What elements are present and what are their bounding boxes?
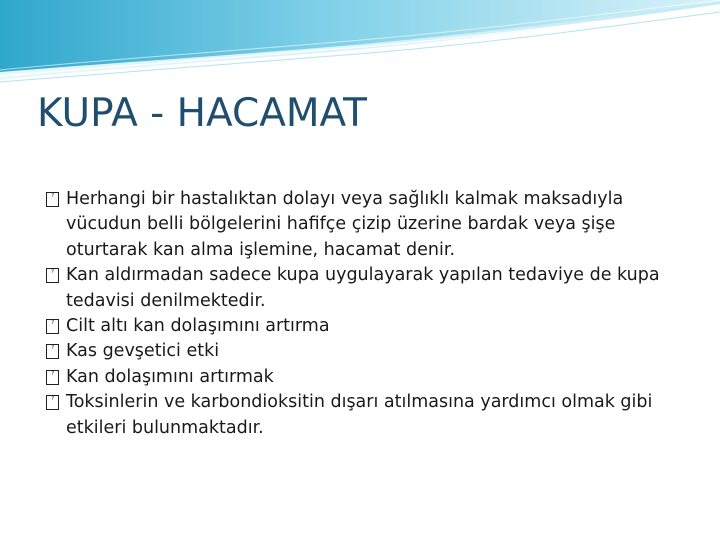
bullet-text: Toksinlerin ve karbondioksitin dışarı atılmasına yardımcı olmak gibi etkileri bulunmaktadır. [66,392,653,438]
bullet-item [46,339,686,364]
bullet-text: Kas gevşetici etki [66,341,220,362]
bullet-item [46,365,686,390]
missing-glyph-icon: ? [46,319,59,334]
missing-glyph-icon: ? [46,395,59,410]
bullet-text: Kan dolaşımını artırmak [66,366,274,387]
bullet-text: Cilt altı kan dolaşımını artırma [66,316,330,337]
missing-glyph-icon: ? [46,192,59,207]
bullet-item [46,390,686,441]
missing-glyph-icon: ? [46,344,59,359]
missing-glyph-icon: ? [46,370,59,385]
bullet-text: Herhangi bir hastalıktan dolayı veya sağlıklı kalmak maksadıyla vücudun belli bölgelerini hafifçe çizip üzerine bardak veya şişe oturtarak kan alma işlemine, hacamat denir. [66,189,624,260]
header-wave-decoration [0,0,720,90]
bullet-text: Kan aldırmadan sadece kupa uygulayarak yapılan tedaviye de kupa tedavisi denilmektedir. [66,265,660,311]
bullet-list [46,187,686,441]
slide-title: KUPA - HACAMAT [37,91,367,136]
bullet-item [46,263,686,314]
missing-glyph-icon: ? [46,268,59,283]
bullet-item [46,314,686,339]
bullet-item [46,187,686,263]
